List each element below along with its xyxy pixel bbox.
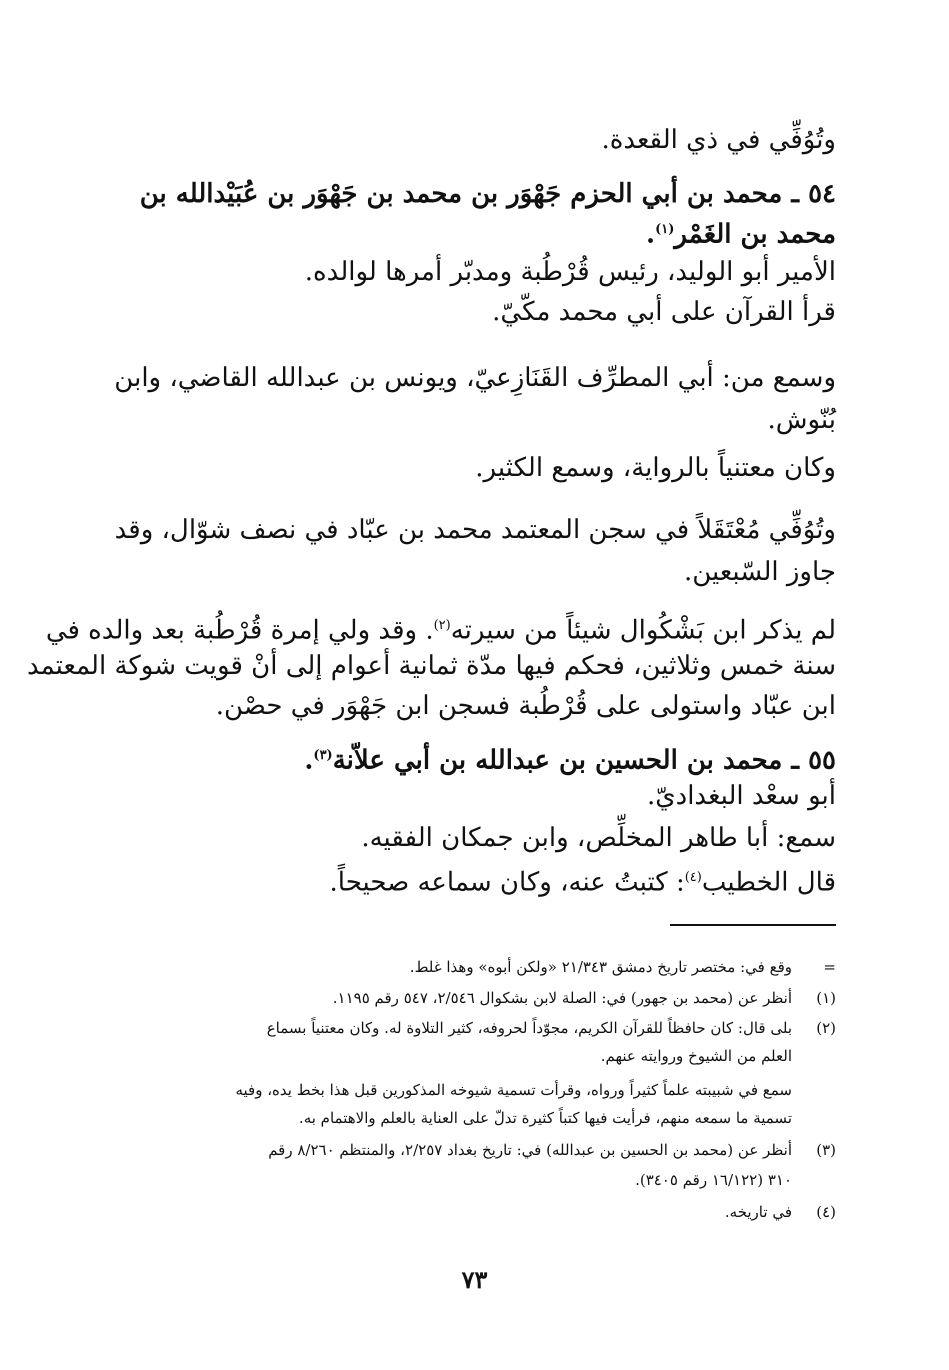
line-text: الأمير أبو الوليد، رئيس قُرْطُبة ومدبّر أمرها لوالده. [304, 257, 836, 287]
line-tail: . [646, 219, 656, 250]
page-number: ٧٣ [461, 1265, 488, 1294]
footnote-ref[interactable]: (٢) [433, 618, 451, 633]
line-text: وكان معتنياً بالرواية، وسمع الكثير. [475, 453, 836, 483]
footnote-ref[interactable]: (١) [655, 222, 675, 237]
body-line [115, 510, 836, 550]
line-text: وتُوُفِّي مُعْتَقَلاً في سجن المعتمد محمد بن عبّاد في نصف شوّال، وقد [114, 515, 836, 545]
line-text: محمد بن الغَمْر [674, 219, 836, 250]
line-text: ابن عبّاد واستولى على قُرْطُبة فسجن ابن جَهْوَر في حصْن. [215, 691, 836, 721]
body-line [361, 818, 836, 858]
line-text: ٥٥ ـ محمد بن الحسين بن عبدالله بن أبي علاّنة [332, 745, 836, 776]
body-line [114, 358, 836, 398]
line-tail: . وقد ولي إمرة قُرْطُبة بعد والده في [45, 615, 434, 646]
footnote-text: سمع في شبيبته علماً كثيراً ورواه، وقرأت تسمية شيوخه المذكورين قبل هذا بخط يده، وفيه [235, 1081, 792, 1099]
body-line [767, 400, 836, 440]
body-line [216, 686, 836, 726]
footnote-text: أنظر عن (محمد بن جهور) في: الصلة لابن بشكوال ٢/٥٤٦، ٥٤٧ رقم ١١٩٥. [332, 989, 792, 1007]
footnote-number: = [823, 958, 836, 976]
footnote-number: (٢) [816, 1019, 836, 1037]
footnote-text: تسمية ما سمعه منهم، فرأيت فيها كتباً كثيرة تدلّ على العناية بالعلم والاهتمام به. [298, 1109, 792, 1127]
line-text: ٥٤ ـ محمد بن أبي الحزم جَهْوَر بن محمد بن جَهْوَر بن عُبَيْدالله بن [139, 179, 836, 209]
body-line [46, 606, 836, 651]
footnote-text: وقع في: مختصر تاريخ دمشق ٢١/٣٤٣ «ولكن أبوه» وهذا غلط. [409, 958, 792, 976]
entry-heading-54-cont [646, 210, 836, 255]
footnote-number: (١) [816, 989, 836, 1007]
line-text: بُنّوش. [767, 405, 836, 435]
entry-heading-55 [304, 736, 836, 781]
footnote-separator [670, 924, 836, 926]
footnote-ref[interactable]: (٤) [684, 870, 702, 885]
footnote-text: في تاريخه. [724, 1203, 792, 1221]
line-tail: : كتبتُ عنه، وكان سماعه صحيحاً. [329, 867, 685, 898]
body-line [27, 646, 836, 686]
line-text: جاوز السّبعين. [683, 557, 836, 587]
footnote-number: (٤) [816, 1203, 836, 1221]
line-text: سمع: أبا طاهر المخلِّص، وابن جمكان الفقيه. [361, 823, 836, 853]
body-line [330, 858, 836, 903]
body-line [684, 552, 836, 592]
body-line [475, 448, 836, 488]
entry-heading-54 [140, 174, 836, 214]
footnote-text: بلى قال: كان حافظاً للقرآن الكريم، مجوّداً لحروفه، كثير التلاوة له. وكان معتنياً بسماع [266, 1019, 792, 1037]
line-text: وتُوُفِّي في ذي القعدة. [601, 125, 836, 155]
footnote-text: ٣١٠ (١٦/١٢٢ رقم ٣٤٠٥). [635, 1171, 792, 1189]
body-line [305, 252, 836, 292]
line-text: وسمع من: أبي المطرِّف القَنَازِعيّ، ويونس بن عبدالله القاضي، وابن [114, 363, 836, 393]
line-text: سنة خمس وثلاثين، فحكم فيها مدّة ثمانية أعوام إلى أنْ قويت شوكة المعتمد [26, 651, 836, 681]
body-line [647, 776, 836, 816]
body-line [492, 292, 836, 332]
body-line [601, 120, 836, 160]
footnote-text: أنظر عن (محمد بن الحسين بن عبدالله) في: تاريخ بغداد ٢/٢٥٧، والمنتظم ٨/٢٦٠ رقم [268, 1141, 792, 1159]
footnote-ref[interactable]: (٣) [313, 748, 333, 763]
line-tail: . [304, 745, 314, 776]
line-text: أبو سعْد البغداديّ. [647, 781, 836, 811]
line-text: قرأ القرآن على أبي محمد مكّيّ. [492, 297, 836, 327]
line-text: قال الخطيب [701, 867, 836, 898]
footnote-number: (٣) [816, 1141, 836, 1159]
footnote-text: العلم من الشيوخ وروايته عنهم. [600, 1047, 792, 1065]
line-text: لم يذكر ابن بَشْكُوال شيئاً من سيرته [450, 615, 836, 646]
